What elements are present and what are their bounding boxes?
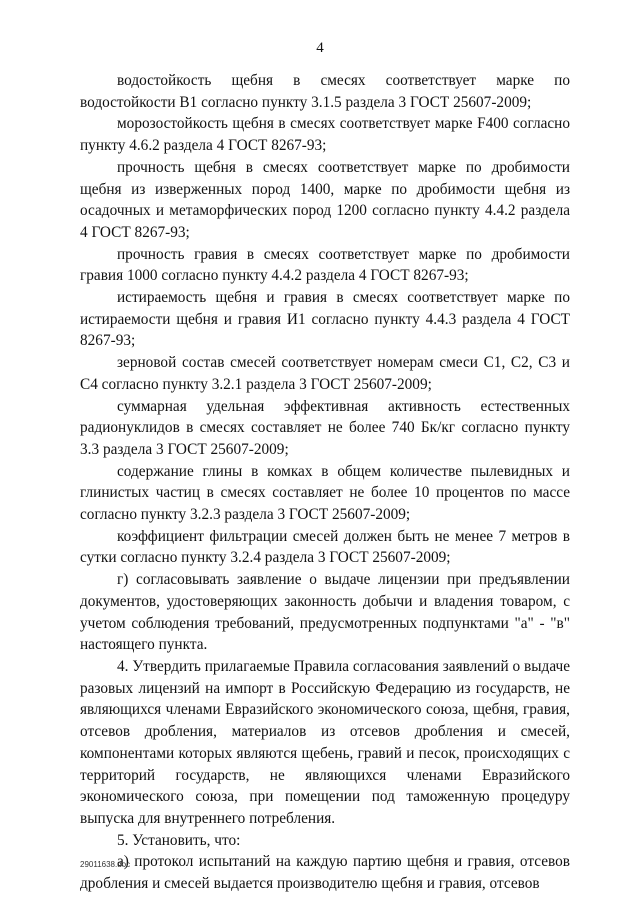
document-body [80,70,570,895]
paragraph-filtration: коэффициент фильтрации смесей должен быть не менее 7 метров в сутки согласно пункту 3.2.4 раздела 3 ГОСТ 25607-2009; [80,527,570,567]
paragraph-item-g: г) согласовывать заявление о выдаче лицензии при предъявлении документов, удостоверяющих законность добычи и владения товаром, с учетом соблюдения требований, предусмотренных подпунктами "а" - "в" настоящего пункта. [80,571,570,654]
paragraph-frost-resistance: морозостойкость щебня в смесях соответствует марке F400 согласно пункту 4.6.2 раздела 4 ГОСТ 8267-93; [80,115,570,155]
paragraph-item-5: 5. Установить, что: [117,831,241,849]
paragraph-clay-content: содержание глины в комках в общем количестве пылевидных и глинистых частиц в смесях составляет не более 10 процентов по массе согласно пункту 3.2.3 раздела 3 ГОСТ 25607-2009; [80,462,570,524]
paragraph-grain-composition: зерновой состав смесей соответствует номерам смеси С1, С2, С3 и С4 согласно пункту 3.2.1 раздела 3 ГОСТ 25607-2009; [80,354,570,393]
paragraph-item-a: а) протокол испытаний на каждую партию щебня и гравия, отсевов дробления и смесей выдается производителю щебня и гравия, отсевов [80,853,570,893]
page-number: 4 [316,40,324,56]
paragraph-gravel-strength: прочность гравия в смесях соответствует марке по дробимости гравия 1000 согласно пункту 4.4.2 раздела 4 ГОСТ 8267-93; [80,245,570,285]
paragraph-water-resistance: водостойкость щебня в смесях соответствует марке по водостойкости В1 согласно пункту 3.1.5 раздела 3 ГОСТ 25607-2009; [80,72,570,111]
footer-file-name: 29011638.doc [80,860,131,869]
paragraph-abrasion: истираемость щебня и гравия в смесях соответствует марке по истираемости щебня и гравия И1 согласно пункту 4.4.3 раздела 4 ГОСТ 8267-93; [80,289,570,350]
paragraph-crushed-stone-strength: прочность щебня в смесях соответствует марке по дробимости щебня из изверженных пород 1400, марке по дробимости щебня из осадочных и метаморфических пород 1200 согласно пункту 4.4.2 раздела 4 ГОСТ 8267-93; [80,158,570,241]
paragraph-radionuclides: суммарная удельная эффективная активность естественных радионуклидов в смесях составляет не более 740 Бк/кг согласно пункту 3.3 раздела 3 ГОСТ 25607-2009; [80,397,570,458]
paragraph-item-4: 4. Утвердить прилагаемые Правила согласования заявлений о выдаче разовых лицензий на импорт в Российскую Федерацию из государств, не являющихся членами Евразийского экономического союза, щебня, гравия, отсевов дробления, материалов из отсевов дробления и смесей, компонентами которых являются щебень, гравий и песок, происходящих с территорий государств, не являющихся членами Евразийского экономического союза, при помещении под таможенную процедуру выпуска для внутреннего потребления. [80,657,570,827]
